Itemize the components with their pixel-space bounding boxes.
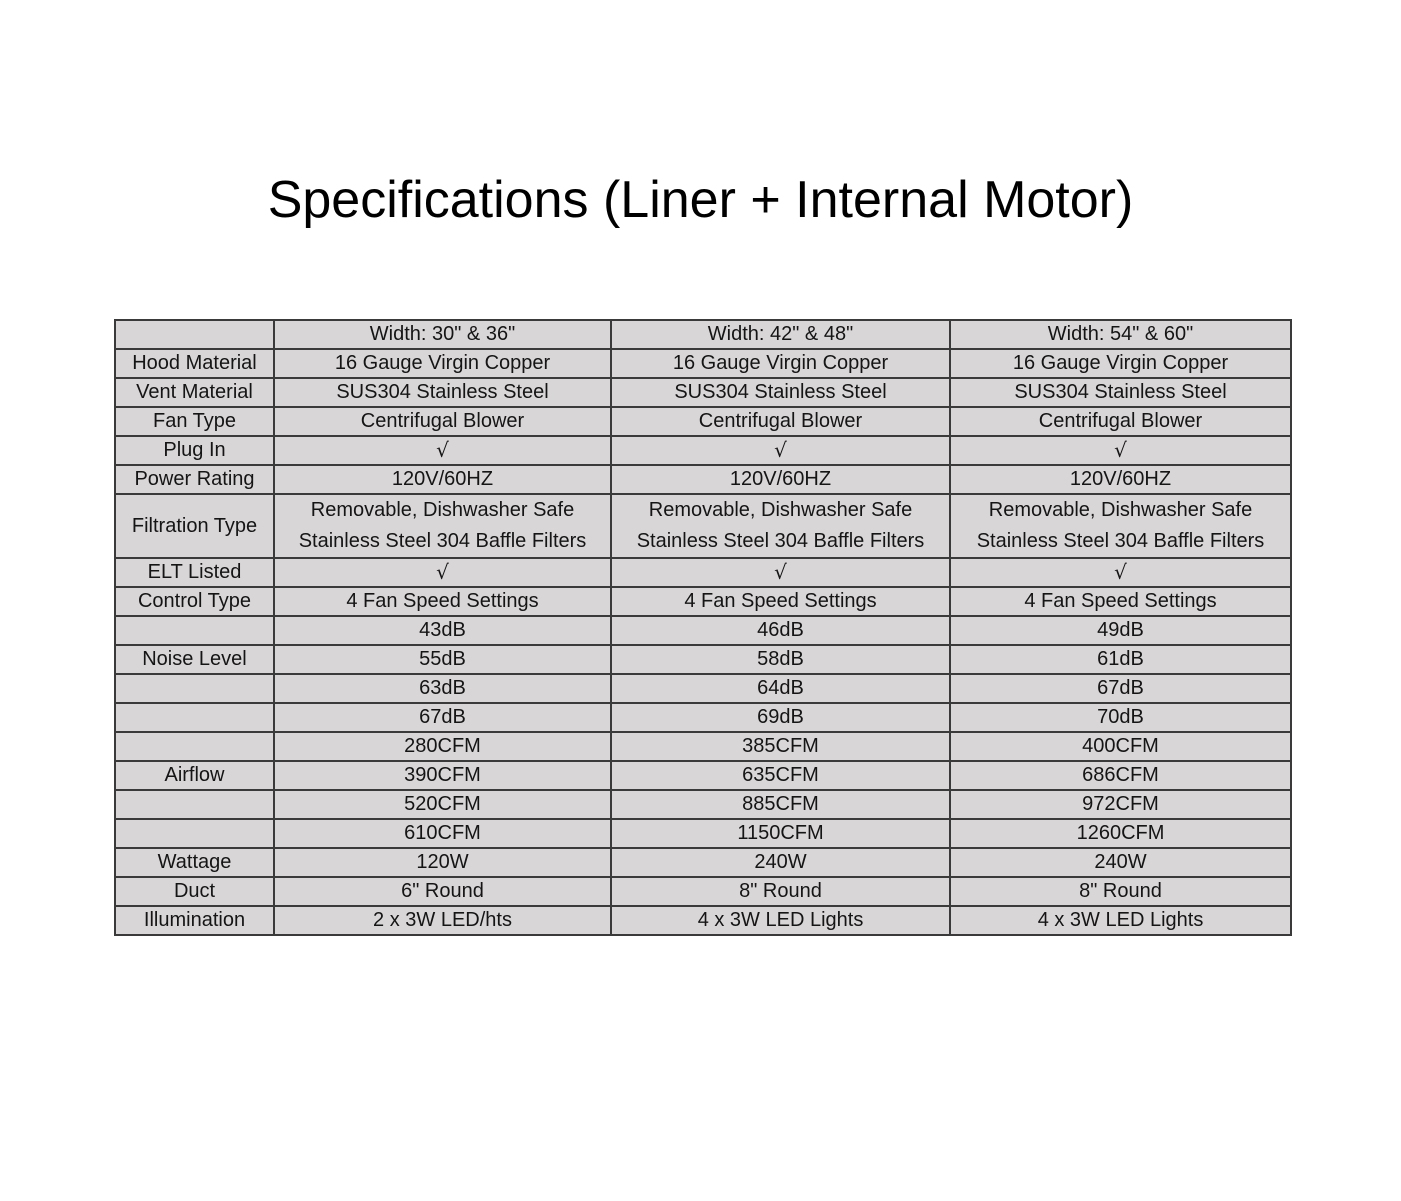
table-cell: 400CFM bbox=[950, 732, 1291, 761]
table-cell: 885CFM bbox=[611, 790, 950, 819]
checkmark-icon: √ bbox=[950, 558, 1291, 587]
table-cell bbox=[611, 494, 950, 558]
table-row-duct bbox=[115, 877, 1291, 906]
table-cell: 390CFM bbox=[274, 761, 611, 790]
table-row-plug-in bbox=[115, 436, 1291, 465]
row-label-empty bbox=[115, 732, 274, 761]
table-cell: 120W bbox=[274, 848, 611, 877]
table-cell: 1150CFM bbox=[611, 819, 950, 848]
table-cell: 16 Gauge Virgin Copper bbox=[611, 349, 950, 378]
row-label-empty bbox=[115, 819, 274, 848]
table-cell: 55dB bbox=[274, 645, 611, 674]
row-label: Plug In bbox=[115, 436, 274, 465]
checkmark-icon: √ bbox=[950, 436, 1291, 465]
table-header-row bbox=[115, 320, 1291, 349]
table-cell: 120V/60HZ bbox=[611, 465, 950, 494]
table-cell: 385CFM bbox=[611, 732, 950, 761]
table-row-airflow-4 bbox=[115, 819, 1291, 848]
table-row-filtration-type bbox=[115, 494, 1291, 558]
row-label-empty bbox=[115, 674, 274, 703]
table-cell: 280CFM bbox=[274, 732, 611, 761]
row-label: Airflow bbox=[115, 761, 274, 790]
table-cell: 4 Fan Speed Settings bbox=[950, 587, 1291, 616]
table-cell: 520CFM bbox=[274, 790, 611, 819]
row-label: Duct bbox=[115, 877, 274, 906]
table-row-noise-level-4 bbox=[115, 703, 1291, 732]
table-cell: 120V/60HZ bbox=[950, 465, 1291, 494]
table-cell: 16 Gauge Virgin Copper bbox=[274, 349, 611, 378]
table-cell: 67dB bbox=[274, 703, 611, 732]
table-cell: 4 Fan Speed Settings bbox=[274, 587, 611, 616]
row-label: Illumination bbox=[115, 906, 274, 935]
table-cell: Centrifugal Blower bbox=[950, 407, 1291, 436]
table-cell: 8" Round bbox=[611, 877, 950, 906]
row-label: Fan Type bbox=[115, 407, 274, 436]
row-label: Vent Material bbox=[115, 378, 274, 407]
cell-line: Stainless Steel 304 Baffle Filters bbox=[298, 530, 587, 552]
table-cell: 46dB bbox=[611, 616, 950, 645]
row-label: Wattage bbox=[115, 848, 274, 877]
table-cell: 70dB bbox=[950, 703, 1291, 732]
table-row-airflow-2 bbox=[115, 761, 1291, 790]
row-label-empty bbox=[115, 616, 274, 645]
row-label: Power Rating bbox=[115, 465, 274, 494]
table-cell: 49dB bbox=[950, 616, 1291, 645]
table-row-vent-material bbox=[115, 378, 1291, 407]
checkmark-icon: √ bbox=[611, 558, 950, 587]
table-cell: 4 x 3W LED Lights bbox=[950, 906, 1291, 935]
table-cell: 69dB bbox=[611, 703, 950, 732]
row-label: ELT Listed bbox=[115, 558, 274, 587]
table-cell: 61dB bbox=[950, 645, 1291, 674]
table-row-elt-listed bbox=[115, 558, 1291, 587]
cell-line: Stainless Steel 304 Baffle Filters bbox=[976, 530, 1265, 552]
table-cell: 67dB bbox=[950, 674, 1291, 703]
table-cell: 4 Fan Speed Settings bbox=[611, 587, 950, 616]
table-cell: 972CFM bbox=[950, 790, 1291, 819]
table-cell: SUS304 Stainless Steel bbox=[950, 378, 1291, 407]
table-row-airflow-3 bbox=[115, 790, 1291, 819]
table-cell: 240W bbox=[950, 848, 1291, 877]
table-row-noise-level-2 bbox=[115, 645, 1291, 674]
table-cell: 58dB bbox=[611, 645, 950, 674]
cell-line: Removable, Dishwasher Safe bbox=[310, 499, 575, 521]
row-label: Noise Level bbox=[115, 645, 274, 674]
table-row-control-type bbox=[115, 587, 1291, 616]
table-row-fan-type bbox=[115, 407, 1291, 436]
row-label: Filtration Type bbox=[115, 494, 274, 558]
table-cell: 240W bbox=[611, 848, 950, 877]
table-cell: 4 x 3W LED Lights bbox=[611, 906, 950, 935]
specifications-table bbox=[114, 319, 1292, 936]
table-row-power-rating bbox=[115, 465, 1291, 494]
table-cell: 120V/60HZ bbox=[274, 465, 611, 494]
table-row-noise-level-1 bbox=[115, 616, 1291, 645]
checkmark-icon: √ bbox=[274, 558, 611, 587]
table-cell: SUS304 Stainless Steel bbox=[611, 378, 950, 407]
table-row-wattage bbox=[115, 848, 1291, 877]
table-cell: 635CFM bbox=[611, 761, 950, 790]
table-cell: 2 x 3W LED/hts bbox=[274, 906, 611, 935]
checkmark-icon: √ bbox=[611, 436, 950, 465]
column-header-width-30-36: Width: 30" & 36" bbox=[274, 320, 611, 349]
table-cell: 43dB bbox=[274, 616, 611, 645]
cell-line: Removable, Dishwasher Safe bbox=[648, 499, 913, 521]
table-cell: 610CFM bbox=[274, 819, 611, 848]
table-cell: 6" Round bbox=[274, 877, 611, 906]
cell-line: Stainless Steel 304 Baffle Filters bbox=[636, 530, 925, 552]
table-row-hood-material bbox=[115, 349, 1291, 378]
table-cell: 64dB bbox=[611, 674, 950, 703]
checkmark-icon: √ bbox=[274, 436, 611, 465]
header-corner-cell bbox=[115, 320, 274, 349]
table-cell: 686CFM bbox=[950, 761, 1291, 790]
column-header-width-54-60: Width: 54" & 60" bbox=[950, 320, 1291, 349]
table-cell: Centrifugal Blower bbox=[274, 407, 611, 436]
page-title: Specifications (Liner + Internal Motor) bbox=[267, 171, 1134, 229]
column-header-width-42-48: Width: 42" & 48" bbox=[611, 320, 950, 349]
table-cell: Centrifugal Blower bbox=[611, 407, 950, 436]
row-label-empty bbox=[115, 703, 274, 732]
table-cell: SUS304 Stainless Steel bbox=[274, 378, 611, 407]
table-cell bbox=[274, 494, 611, 558]
table-cell: 16 Gauge Virgin Copper bbox=[950, 349, 1291, 378]
table-cell: 8" Round bbox=[950, 877, 1291, 906]
row-label: Control Type bbox=[115, 587, 274, 616]
table-row-noise-level-3 bbox=[115, 674, 1291, 703]
table-row-airflow-1 bbox=[115, 732, 1291, 761]
cell-line: Removable, Dishwasher Safe bbox=[988, 499, 1253, 521]
table-cell: 63dB bbox=[274, 674, 611, 703]
row-label-empty bbox=[115, 790, 274, 819]
table-cell: 1260CFM bbox=[950, 819, 1291, 848]
row-label: Hood Material bbox=[115, 349, 274, 378]
table-row-illumination bbox=[115, 906, 1291, 935]
table-cell bbox=[950, 494, 1291, 558]
